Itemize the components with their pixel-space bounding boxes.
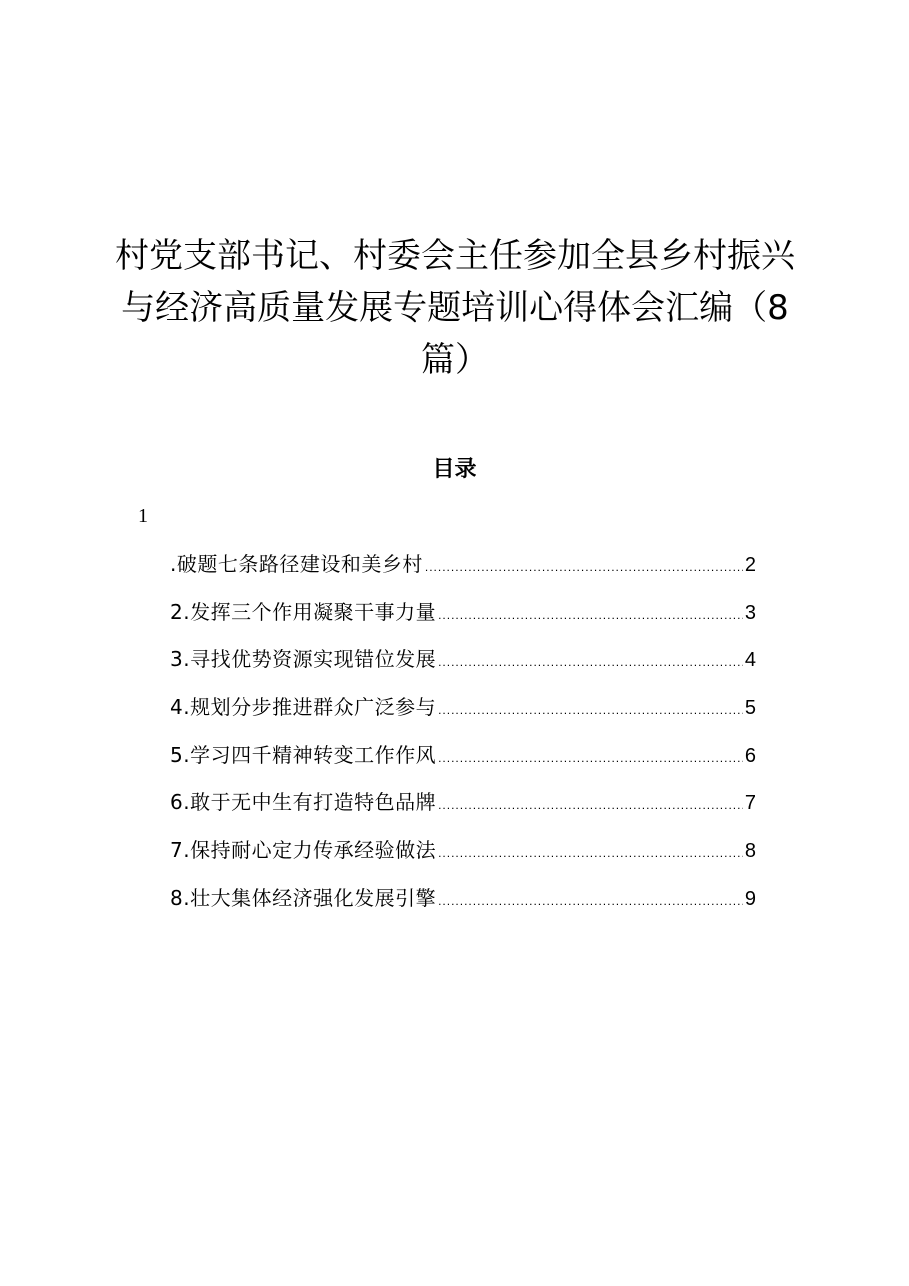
toc-entry-page: 6 bbox=[744, 744, 756, 767]
toc-entry-title: 3.寻找优势资源实现错位发展 bbox=[170, 647, 437, 672]
toc-entry[interactable] bbox=[170, 689, 756, 737]
toc-dot-leader bbox=[438, 692, 743, 728]
toc-entry-page: 3 bbox=[744, 601, 756, 624]
toc-entry[interactable] bbox=[170, 641, 756, 689]
document-title: 村党支部书记、村委会主任参加全县乡村振兴与经济高质量发展专题培训心得体会汇编（8篇） bbox=[115, 236, 795, 380]
toc-entry-page: 5 bbox=[744, 697, 756, 720]
toc-entry-title: 8.壮大集体经济强化发展引擎 bbox=[170, 885, 437, 910]
toc-entry[interactable] bbox=[170, 784, 756, 832]
toc-entry[interactable] bbox=[170, 737, 756, 785]
toc-marker: 1 bbox=[138, 505, 148, 527]
toc-entry-page: 4 bbox=[744, 649, 756, 672]
toc-dot-leader bbox=[425, 549, 743, 585]
toc-entry-page: 7 bbox=[744, 792, 756, 815]
toc-entry[interactable] bbox=[170, 594, 756, 642]
table-of-contents bbox=[170, 546, 756, 928]
toc-dot-leader bbox=[438, 597, 743, 633]
toc-entry-page: 8 bbox=[744, 840, 756, 863]
toc-heading: 目录 bbox=[432, 456, 477, 482]
toc-dot-leader bbox=[438, 787, 743, 823]
toc-entry-page: 2 bbox=[744, 554, 756, 576]
toc-dot-leader bbox=[438, 835, 743, 871]
toc-entry-title: .破题七条路径建设和美乡村 bbox=[170, 552, 423, 576]
toc-entry-title: 2.发挥三个作用凝聚干事力量 bbox=[170, 599, 437, 624]
toc-entry-page: 9 bbox=[744, 887, 756, 910]
toc-dot-leader bbox=[438, 644, 743, 680]
toc-entry[interactable] bbox=[170, 880, 756, 928]
toc-entry[interactable] bbox=[170, 546, 756, 594]
toc-entry-title: 5.学习四千精神转变工作作风 bbox=[170, 742, 437, 767]
toc-dot-leader bbox=[438, 883, 743, 919]
toc-entry-title: 7.保持耐心定力传承经验做法 bbox=[170, 838, 437, 863]
toc-entry-title: 6.敢于无中生有打造特色品牌 bbox=[170, 790, 437, 815]
toc-entry-title: 4.规划分步推进群众广泛参与 bbox=[170, 695, 437, 720]
toc-entry[interactable] bbox=[170, 832, 756, 880]
toc-dot-leader bbox=[438, 740, 743, 776]
